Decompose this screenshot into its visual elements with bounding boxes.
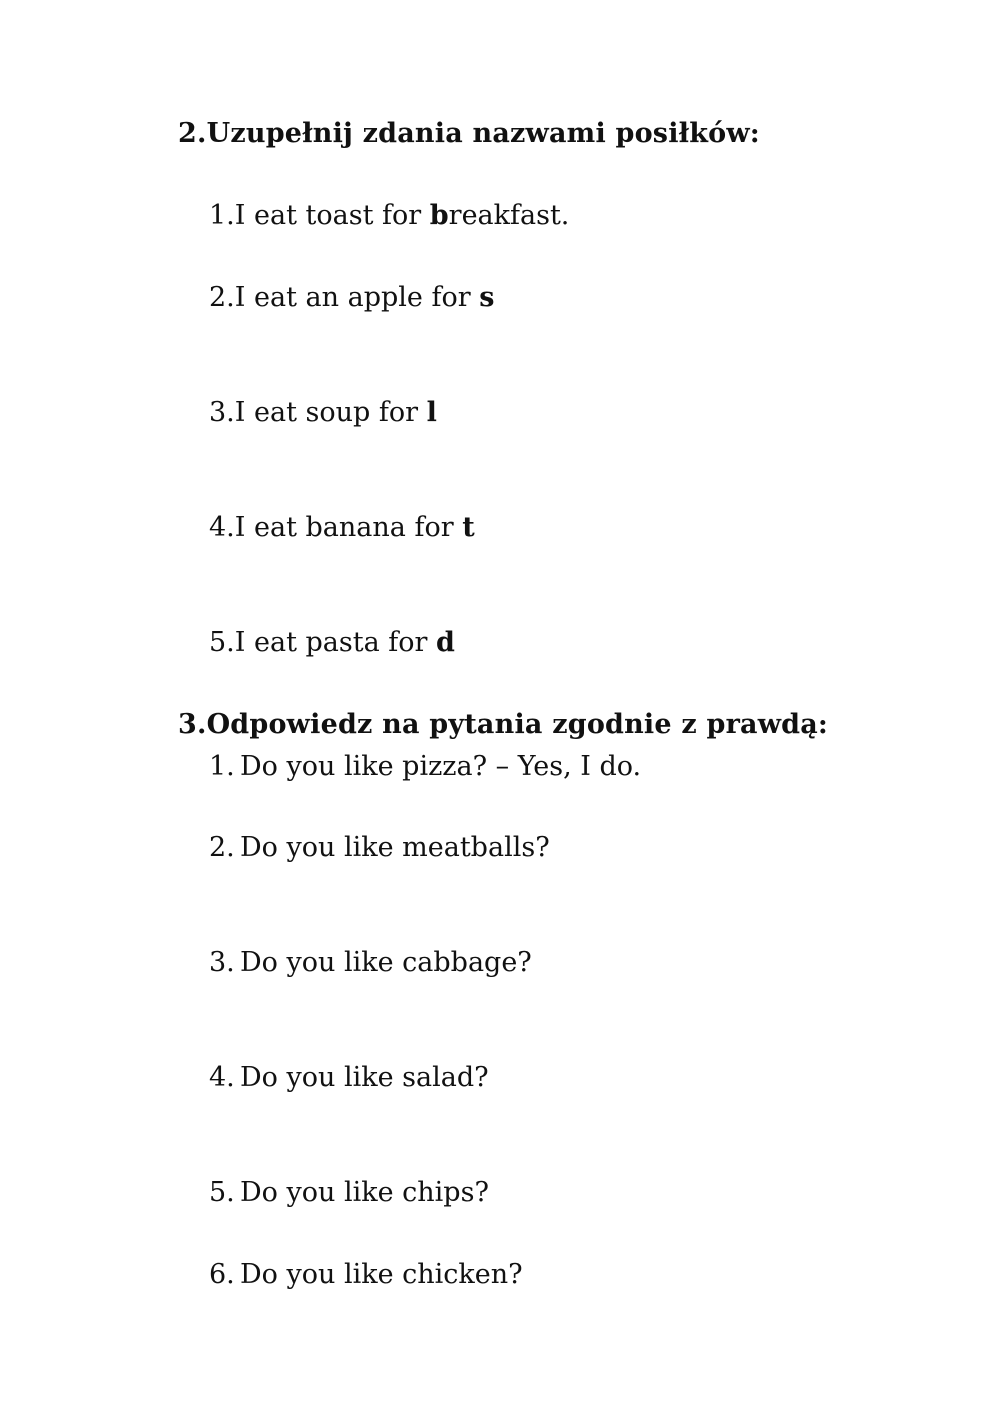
question-text: Do you like chips?: [240, 1177, 489, 1208]
question-item: [209, 947, 532, 978]
question-item: [209, 751, 641, 782]
sentence-rest: reakfast.: [448, 200, 570, 231]
question-text: Do you like chicken?: [240, 1259, 523, 1290]
question-text: Do you like meatballs?: [240, 832, 550, 863]
question-item: [209, 832, 550, 863]
meal-sentence: [209, 512, 475, 543]
sentence-text: I eat soup for: [234, 397, 427, 428]
item-number: 2.: [209, 832, 235, 863]
question-text: Do you like cabbage?: [240, 947, 532, 978]
sentence-text: I eat an apple for: [234, 282, 480, 313]
hint-letter: b: [429, 200, 449, 231]
hint-letter: d: [436, 627, 455, 658]
section-3-heading: 3.Odpowiedz na pytania zgodnie z prawdą:: [178, 709, 829, 740]
question-text: Do you like pizza? – Yes, I do.: [240, 751, 642, 782]
item-number: 3.: [209, 397, 235, 428]
item-number: 1.: [209, 200, 235, 231]
item-number: 5.: [209, 1177, 235, 1208]
item-number: 4.: [209, 1062, 235, 1093]
sentence-text: I eat banana for: [234, 512, 463, 543]
item-number: 1.: [209, 751, 235, 782]
question-item: [209, 1259, 523, 1290]
hint-letter: t: [462, 512, 475, 543]
hint-letter: l: [426, 397, 437, 428]
meal-sentence: [209, 282, 494, 313]
section-2-heading: 2.Uzupełnij zdania nazwami posiłków:: [178, 118, 760, 149]
item-number: 2.: [209, 282, 235, 313]
item-number: 4.: [209, 512, 235, 543]
question-item: [209, 1177, 489, 1208]
meal-sentence: [209, 627, 455, 658]
item-number: 3.: [209, 947, 235, 978]
item-number: 5.: [209, 627, 235, 658]
meal-sentence: [209, 200, 569, 231]
sentence-text: I eat toast for: [234, 200, 430, 231]
hint-letter: s: [479, 282, 495, 313]
item-number: 6.: [209, 1259, 235, 1290]
question-text: Do you like salad?: [240, 1062, 489, 1093]
meal-sentence: [209, 397, 437, 428]
sentence-text: I eat pasta for: [234, 627, 437, 658]
question-item: [209, 1062, 489, 1093]
